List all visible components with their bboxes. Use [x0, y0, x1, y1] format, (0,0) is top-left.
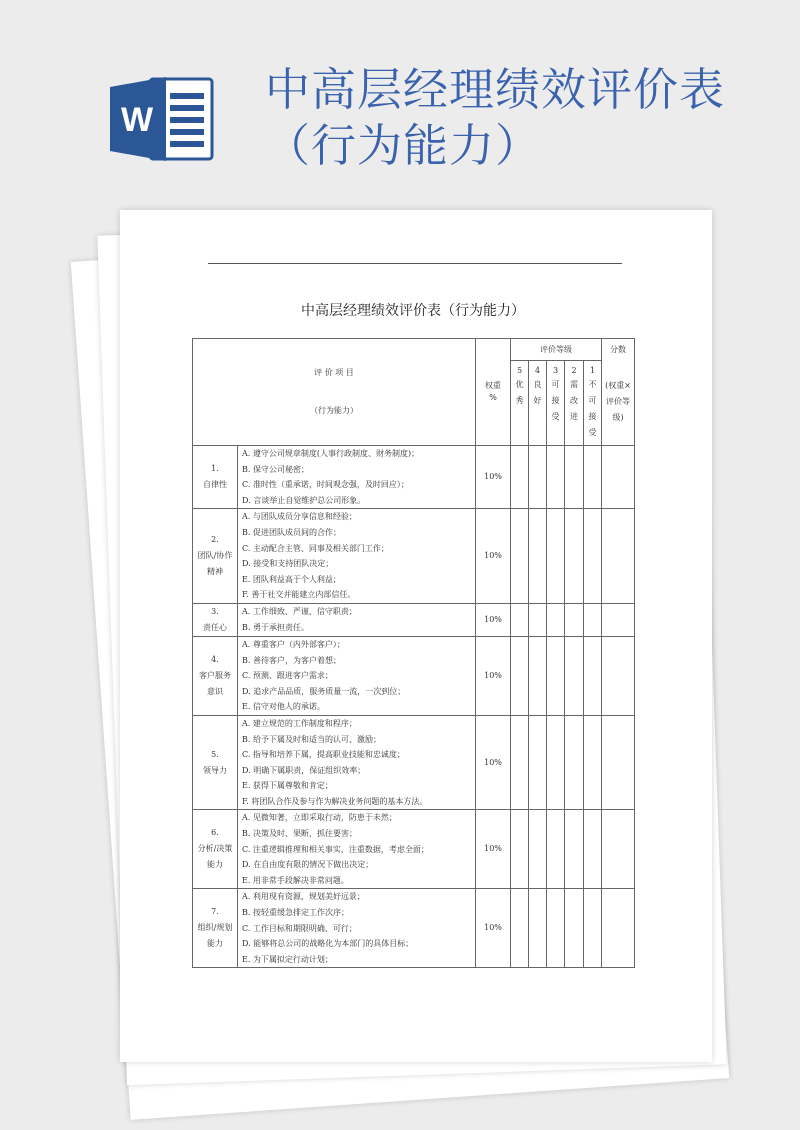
grade-cell[interactable] [547, 509, 565, 604]
category-cell: 4. 客户服务意识 [193, 636, 238, 715]
criterion: D. 能够将总公司的战略化为本部门的具体目标； [242, 939, 414, 949]
grade-cell[interactable] [511, 810, 529, 889]
criterion: D. 追求产品品质，服务质量一流，一次到位； [242, 686, 406, 696]
header-weight: 权重 % [476, 339, 511, 446]
grade-header-3: 3 可接受 [547, 361, 565, 446]
category-cell: 1. 自律性 [193, 446, 238, 509]
criterion: B. 按轻重缓急排定工作次序； [242, 908, 349, 918]
header-grades: 评价等级 [511, 339, 602, 361]
category-cell: 6. 分析/决策能力 [193, 810, 238, 889]
evaluation-table [192, 338, 635, 968]
criterion: E. 团队利益高于个人利益； [242, 574, 341, 584]
criterion: E. 获得下属尊敬和肯定； [242, 781, 333, 791]
grade-cell[interactable] [511, 636, 529, 715]
criterion: E. 信守对他人的承诺。 [242, 702, 325, 712]
criterion: F. 将团队合作及参与作为解决业务问题的基本方法。 [242, 796, 428, 806]
criteria-cell [238, 810, 476, 889]
grade-cell[interactable] [584, 636, 602, 715]
criterion: D. 接受和支持团队决定； [242, 559, 334, 569]
category-cell: 3. 责任心 [193, 603, 238, 636]
grade-cell[interactable] [547, 636, 565, 715]
grade-cell[interactable] [584, 889, 602, 968]
grade-cell[interactable] [547, 889, 565, 968]
document-title: 中高层经理绩效评价表（行为能力） [301, 303, 525, 319]
criterion: E. 为下属拟定行动计划； [242, 954, 333, 964]
grade-cell[interactable] [565, 636, 584, 715]
grade-cell[interactable] [529, 636, 547, 715]
criterion: E. 用非常手段解决非常问题。 [242, 875, 349, 885]
criteria-cell [238, 603, 476, 636]
grade-cell[interactable] [529, 810, 547, 889]
score-cell[interactable] [602, 446, 635, 509]
criterion: C. 工作目标和期限明确、可行； [242, 923, 357, 933]
grade-cell[interactable] [547, 810, 565, 889]
table-row [193, 603, 635, 636]
grade-header-1: 1 不可接受 [584, 361, 602, 446]
svg-text:W: W [120, 101, 154, 139]
criterion: A. 尊重客户（内外部客户）； [242, 639, 345, 649]
grade-cell[interactable] [547, 603, 565, 636]
weight-cell: 10% [476, 636, 511, 715]
criterion: A. 工作细致、严谨、信守职责； [242, 607, 357, 617]
weight-cell: 10% [476, 810, 511, 889]
category-cell: 2. 团队/协作精神 [193, 509, 238, 604]
weight-cell: 10% [476, 509, 511, 604]
criterion: A. 建立规范的工作制度和程序； [242, 718, 357, 728]
table-row [193, 636, 635, 715]
weight-cell: 10% [476, 446, 511, 509]
criterion: B. 决策及时、果断，抓住要害； [242, 829, 357, 839]
criteria-cell [238, 715, 476, 810]
grade-cell[interactable] [565, 603, 584, 636]
grade-cell[interactable] [584, 715, 602, 810]
criterion: C. 注重逻辑推理和相关事实，注重数据，考虑全面； [242, 844, 429, 854]
criteria-cell [238, 446, 476, 509]
grade-cell[interactable] [511, 603, 529, 636]
weight-cell: 10% [476, 889, 511, 968]
grade-cell[interactable] [547, 715, 565, 810]
grade-cell[interactable] [565, 446, 584, 509]
title-line-2: （行为能力） [265, 119, 542, 172]
criterion: A. 遵守公司规章制度(人事行政制度、财务制度)； [242, 449, 420, 458]
score-cell[interactable] [602, 636, 635, 715]
word-icon [110, 75, 215, 163]
table-row [193, 715, 635, 810]
criterion: A. 与团队成员分享信息和经验； [242, 512, 357, 522]
criterion: C. 指导和培养下属，提高职业技能和忠诚度； [242, 750, 405, 760]
grade-cell[interactable] [565, 889, 584, 968]
criterion: A. 利用现有资源，规划美好远景； [242, 892, 365, 902]
criterion: B. 善待客户，为客户着想； [242, 655, 341, 665]
header-item: 评 价 项 目 （行为能力） [193, 339, 476, 446]
grade-header-4: 4 良好 [529, 361, 547, 446]
grade-cell[interactable] [529, 446, 547, 509]
score-cell[interactable] [602, 715, 635, 810]
grade-cell[interactable] [565, 715, 584, 810]
score-cell[interactable] [602, 810, 635, 889]
grade-cell[interactable] [511, 889, 529, 968]
criterion: C. 准时性（重承诺，时间观念强，及时回应）； [242, 480, 409, 490]
grade-cell[interactable] [529, 889, 547, 968]
score-cell[interactable] [602, 509, 635, 604]
grade-cell[interactable] [511, 446, 529, 509]
table-row [193, 810, 635, 889]
grade-cell[interactable] [584, 446, 602, 509]
criterion: B. 促进团队成员间的合作； [242, 527, 341, 537]
table-row [193, 889, 635, 968]
grade-cell[interactable] [547, 446, 565, 509]
grade-cell[interactable] [584, 810, 602, 889]
weight-cell: 10% [476, 715, 511, 810]
criteria-cell [238, 636, 476, 715]
grade-cell[interactable] [565, 810, 584, 889]
score-cell[interactable] [602, 603, 635, 636]
criterion: C. 主动配合主管、同事及相关部门工作； [242, 543, 389, 553]
criteria-cell [238, 889, 476, 968]
grade-header-2: 2 需改进 [565, 361, 584, 446]
title-line-1: 中高层经理绩效评价表 [265, 63, 726, 116]
criterion: B. 勇于承担责任。 [242, 622, 309, 632]
criterion: F. 善于社交并能建立内部信任。 [242, 590, 356, 600]
criterion: D. 在自由度有限的情况下做出决定； [242, 860, 374, 870]
grade-cell[interactable] [511, 509, 529, 604]
grade-cell[interactable] [529, 603, 547, 636]
grade-cell[interactable] [584, 603, 602, 636]
weight-cell: 10% [476, 603, 511, 636]
header-rule [208, 263, 622, 264]
table-row [193, 446, 635, 509]
criteria-cell [238, 509, 476, 604]
criterion: D. 言谈举止自觉维护总公司形象。 [242, 495, 366, 505]
criterion: C. 预测、跟进客户需求； [242, 671, 333, 681]
criterion: B. 给予下属及时和适当的认可、激励； [242, 734, 381, 744]
criterion: D. 明确下属职责，保证组织效率； [242, 765, 366, 775]
category-cell: 7. 组织/规划能力 [193, 889, 238, 968]
criterion: B. 保守公司秘密； [242, 464, 309, 474]
grade-cell[interactable] [529, 715, 547, 810]
grade-cell[interactable] [565, 509, 584, 604]
grade-cell[interactable] [511, 715, 529, 810]
grade-header-5: 5 优秀 [511, 361, 529, 446]
criterion: A. 见微知著，立即采取行动，防患于未然； [242, 813, 397, 823]
page-title [265, 62, 725, 174]
table-row [193, 509, 635, 604]
category-cell: 5. 领导力 [193, 715, 238, 810]
grade-cell[interactable] [584, 509, 602, 604]
grade-cell[interactable] [529, 509, 547, 604]
header-score: 分数 (权重×评价等级) [602, 339, 635, 446]
score-cell[interactable] [602, 889, 635, 968]
